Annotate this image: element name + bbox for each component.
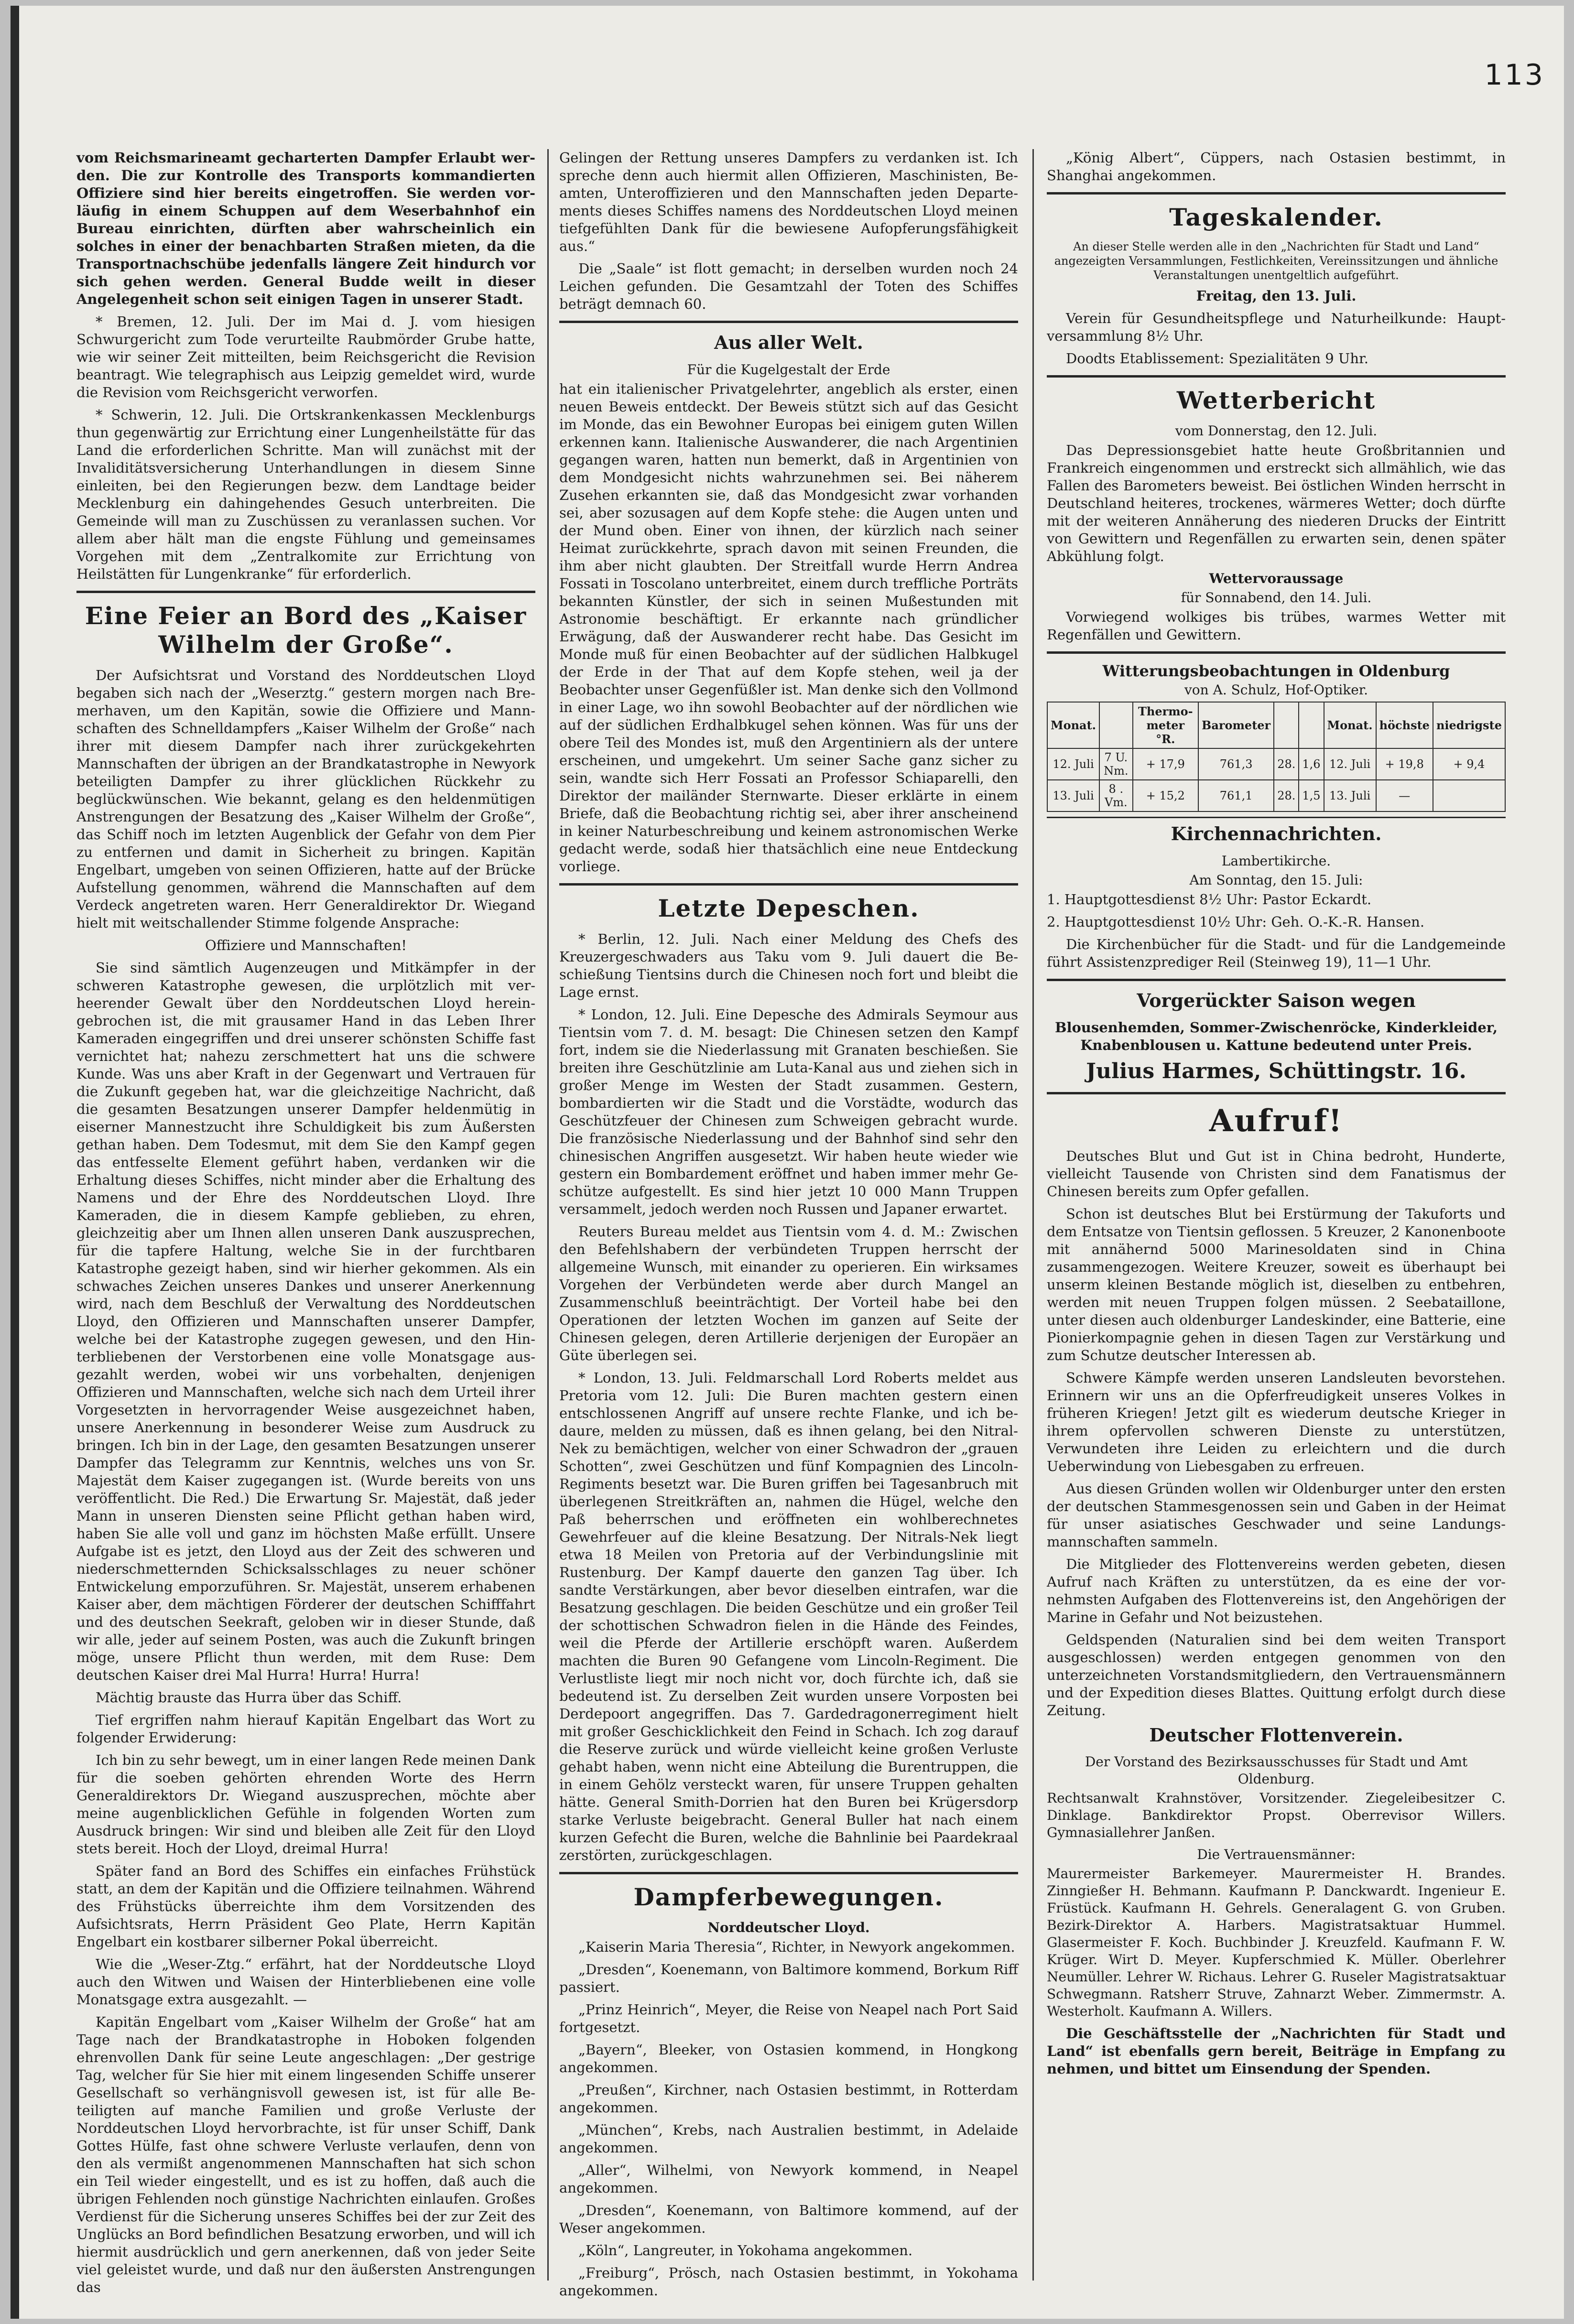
table-header: höchste: [1376, 702, 1433, 748]
table-cell: 13. Juli: [1324, 780, 1376, 811]
table-header: Monat.: [1324, 702, 1376, 748]
article-text: Mächtig brauste das Hurra über das Schiff.: [96, 1689, 402, 1706]
article-text: Die „Saale“ ist flott gemacht; in derselben wurden noch 24 Leichen gefunden. Die Gesamtzahl der Toten des Schiffes beträgt demnach 60.: [559, 260, 1018, 312]
article-text: Sie sind sämtlich Augenzeugen und Mitkämpfer in der schweren Katastrophe gewesen, die urplötzlich mit verheerender Gewalt über den Norddeutschen Lloyd hereingebrochen ist, die mit grausamer Hand in das Leben Ihrer Kameraden eingegriffen und drei unserer schönsten Schiffe fast vernichtet hat; nahezu zerschmettert hat uns die schwere Kunde. Was uns aber Kraft in der Gegenwart und Vertrauen für die Zukunft gegeben hat, war die gleichzeitige Nachricht, daß die gesamten Besatzungen unserer Dampfer heldenmütig in eiserner Mannestzucht ihre Schuldigkeit bis zum Äußersten gethan haben. Dem Todesmut, mit dem Sie den Kampf gegen das entfesselte Element geführt haben, verdanken wir die Erhaltung dieses Schiffes, nicht minder aber die Erhaltung des Namens und der Ehre des Norddeutschen Lloyd. Ihre Kameraden, die in diesem Kampfe geblieben, zu ehren, gleichzeitig aber um Ihnen allen unseren Dank auszusprechen, für die tapfere Haltung, welche Sie in der furchtbaren Katastrophe gezeigt haben, sind wir hierher gekommen. Als ein schwaches Zeichen unseres Dankes und unserer Anerkennung wird, nach dem Beschluß der Verwaltung des Norddeutschen Lloyd, den Offizieren und Mannschaften unserer Dampfer, welche bei der Katastrophe zugegen gewesen, und den Hinterbliebenen der Verstorbenen eine volle Monatsgage ausgezahlt werden, wobei wir uns vorbehalten, denjenigen Offizieren und Mannschaften, welche sich nach dem Urteil ihrer Vorgesetzten in hervorragender Weise ausgezeichnet haben, unsere Anerkennung in besonderer Weise zum Ausdruck zu bringen. Ich bin in der Lage, den gesamten Besatzungen unserer Dampfer das Telegramm zur Kenntnis, welches uns von Sr. Majestät dem Kaiser zugegangen ist. (Wurde bereits von uns veröffentlicht. Die Red.) Die Erwartung Sr. Majestät, daß jeder Mann in unseren Diensten seine Pflicht gethan haben wird, haben Sie alle voll und ganz im höchsten Maße erfüllt. Unsere Aufgabe ist es jetzt, den Lloyd aus der Zeit des schweren und niederschmetternden Schicksalsschlages zu neuer schöner Entwickelung emporzuführen. Sr. Majestät, unserem erhabenen Kaiser aber, dem mächtigen Förderer der deutschen Schifffahrt und des deutschen Seekraft, geloben wir in dieser Stunde, daß wir alle, jeder auf seinem Posten, was auch die Zukunft bringen möge, unsere Pflicht thun werden, mit dem Ruse: Dem deutschen Kaiser drei Mal Hurra! Hurra! Hurra!: [76, 960, 535, 1683]
article-text: Offiziere und Mannschaften!: [205, 937, 407, 953]
table-header: [1299, 702, 1324, 748]
calendar-date: Freitag, den 13. Juli.: [1196, 288, 1357, 304]
section-heading-depeschen: Letzte Depeschen.: [658, 894, 920, 922]
ad-title: Vorgerückter Saison wegen: [1137, 989, 1416, 1011]
table-header: [1099, 702, 1133, 748]
ad-text: Blousenhemden, Sommer-Zwischenröcke, Kinderkleider, Knabenblousen u. Kattune bedeutend unter Preis.: [1054, 1019, 1498, 1054]
article-text: Tief ergriffen nahm hierauf Kapitän Engelbart das Wort zu folgender Erwiderung:: [76, 1712, 535, 1746]
trustee-members: [1047, 1865, 1506, 2020]
appeal-text: Schon ist deutsches Blut bei Erstürmung der Takuforts und dem Entsatze von Tientsin geflossen. 5 Kreuzer, 2 Kanonenboote mit annähernd 5000 Marinesoldaten sind in China zusammengezogen. Weitere Kreuzer, soweit es überhaupt bei unserm kleinen Bestande möglich ist, dieselben zu entbehren, werden mit neuen Truppen folgen müssen. 2 Seebataillone, unter diesen auch oldenburger Landeskinder, eine Batterie, eine Pionierkompagnie gehen in diesen Tagen zur Verstärkung und zum Schutze deutscher Interessen ab.: [1047, 1205, 1506, 1363]
trustees-title: Die Vertrauensmänner:: [1197, 1847, 1356, 1863]
closing-note: Die Geschäftsstelle der „Nachrichten für Stadt und Land“ ist ebenfalls gern bereit, Beiträge in Empfang zu nehmen, und bittet um Einsendung der Spenden.: [1047, 2025, 1506, 2077]
appeal-text: Schwere Kämpfe werden unseren Landsleuten bevorstehen. Erinnern wir uns an die Opferfreudigkeit unseres Volkes in früheren Kriegen! Jetzt gilt es wiederum deutsche Krieger in ihrem opfervollen schweren Dienste zu unterstützen, Verwundeten ihre Leiden zu erleichtern und die durch Ueberwindung von Liebesgaben zu erfreuen.: [1047, 1369, 1506, 1474]
article-text: Wie die „Weser-Ztg.“ erfährt, hat der Norddeutsche Lloyd auch den Witwen und Waisen der Hinterbliebenen eine volle Monatsgage extra ausgezahlt. —: [76, 1956, 535, 2008]
column-rule: [547, 149, 549, 2281]
ship-entry: „Aller“, Wilhelmi, von Newyork kommend, in Neapel angekommen.: [559, 2162, 1018, 2196]
table-cell: 13. Juli: [1047, 780, 1099, 811]
table-cell: 7 U. Nm.: [1099, 748, 1133, 780]
table-cell: —: [1376, 780, 1433, 811]
forecast-text: Vorwiegend wolkiges bis trübes, warmes Wetter mit Regenfällen und Gewittern.: [1047, 609, 1506, 643]
newspaper-page: [11, 6, 1564, 2319]
calendar-item: Doodts Etablissement: Spezialitäten 9 Uhr.: [1066, 350, 1368, 367]
ship-entry: „Kaiserin Maria Theresia“, Richter, in Newyork angekommen.: [578, 1938, 1015, 1955]
section-rule: [1047, 651, 1506, 654]
section-rule: [1047, 1092, 1506, 1094]
article-text: Reuters Bureau meldet aus Tientsin vom 4. d. M.: Zwischen den Befehlshabern der verbündeten Truppen herrscht der allgemeine Wunsch, mit einander zu operieren. Ein wirksames Vorgehen der Verbündeten werde aber durch Mangel an Zusammenschluß beeinträchtigt. Der Vorteil habe bei den Operationen der letzten Wochen im ganzen auf Seite der Chinesen gelegen, deren Artillerie derjenigen der Europäer an Güte überlegen sei.: [559, 1223, 1018, 1363]
section-subheading: Norddeutscher Lloyd.: [707, 1919, 870, 1935]
forecast-heading: Wettervoraussage: [1209, 571, 1344, 586]
forecast-subheading: für Sonnabend, den 14. Juli.: [1181, 590, 1372, 605]
table-row: [1047, 748, 1505, 780]
appeal-text: Geldspenden (Naturalien sind bei dem weiten Transport ausgeschlossen) werden entgegen genommen von den unterzeichneten Vorstandsmitgliedern, den Vertrauensmännern und der Expedition dieses Blattes. Quittung erfolgt durch diese Zeitung.: [1047, 1631, 1506, 1719]
section-heading-aufruf: Aufruf!: [1209, 1103, 1344, 1139]
article-text: Später fand an Bord des Schiffes ein einfaches Frühstück statt, an dem der Kapitän und die Offiziere teilnahmen. Während des Frühstücks überreichte ihm dem Vorsitzenden des Aufsichtsrats, Herrn Präsident Geo Plate, Herrn Kapitän Engelbart ein kostbarer silberner Pokal überreicht.: [76, 1863, 535, 1950]
weather-table: [1047, 702, 1506, 812]
church-item: 1. Hauptgottesdienst 8½ Uhr: Pastor Eckardt.: [1047, 891, 1372, 908]
table-cell: 12. Juli: [1324, 748, 1376, 780]
table-cell: 8 . Vm.: [1099, 780, 1133, 811]
section-subheading: vom Donnerstag, den 12. Juli.: [1175, 423, 1378, 439]
table-header: Monat.: [1047, 702, 1099, 748]
section-heading-dampfer: Dampferbewegungen.: [633, 1882, 944, 1911]
article-text: * London, 13. Juli. Feldmarschall Lord Roberts meldet aus Pretoria vom 12. Juli: Die Buren machten gestern einen entschlossenen Angriff auf unsere rechte Flanke, und ich bedaure, melden zu müssen, daß es ihnen gelang, bei den Nitral-Nek zu bemächtigen, welcher von einer Schwadron der „grauen Schotten“, zwei Geschützen und fünf Kompagnien des Lincoln-Regiments besetzt war. Die Buren griffen bei Tagesanbruch mit überlegenen Streitkräften an, nahmen die Hügel, welche den Paß beherrschen und eröffneten ein wohlberechnetes Gewehrfeuer auf die kleine Besatzung. Der Nitrals-Nek liegt etwa 18 Meilen von Pretoria auf der Verbindungslinie mit Rustenburg. Der Kampf dauerte den ganzen Tag über. Ich sandte Verstärkungen, aber bevor dieselben eintrafen, war die Besatzung geschlagen. Die beiden Geschütze und ein großer Teil der schottischen Schwadron fielen in die Hände des Feindes, weil die Pferde der Artillerie erschöpft waren. Außerdem machten die Buren 90 Gefangene vom Lincoln-Regiment. Die Verlustliste liegt mir noch nicht vor, doch fürchte ich, daß sie bedeutend ist. Zu derselben Zeit wurden unsere Vorposten bei Derdepoort angegriffen. Das 7. Gardedragonerregiment hielt mit großer Geschicklichkeit den Feind in Schach. Ich zog darauf die Reserve zurück und würde vielleicht keine großen Verluste gehabt haben, wenn nicht eine Abteilung die Burentruppen, die in einem Gehölz versteckt waren, für unsere Truppen gehalten hätte. General Smith-Dorrien hat den Buren bei Krügersdorp starke Verluste beigebracht. General Buller hat nach einem kurzen Gefecht die Buren, welche die Bahnlinie bei Paardekraal zerstörten, zurückgeschlagen.: [559, 1369, 1018, 1863]
table-header: Thermometer °R.: [1133, 702, 1198, 748]
board-members: [1047, 1790, 1506, 1841]
appeal-text: Deutsches Blut und Gut ist in China bedroht, Hunderte, vielleicht Tausende von Christen sind dem Fanatismus der Chinesen bereits zum Opfer gefallen.: [1047, 1147, 1506, 1200]
church-item: Die Kirchenbücher für die Stadt- und für die Landgemeinde führt Assistenzprediger Reil (Steinweg 19), 11—1 Uhr.: [1047, 936, 1506, 970]
section-rule: [1047, 817, 1506, 818]
observations-subheading: von A. Schulz, Hof-Optiker.: [1184, 682, 1368, 698]
flottenverein-board-title: Der Vorstand des Bezirksausschusses für Stadt und Amt Oldenburg.: [1085, 1754, 1468, 1787]
weather-report: Das Depressionsgebiet hatte heute Großbritannien und Frankreich eingenommen und erstreckt sich allmählich, wie das Fallen des Barometers beweist. Bei östlichen Winden herrscht in Deutschland heiteres, trockenes, wärmeres Wetter; doch dürfte mit der weiteren Annäherung des niederen Drucks der Eintritt von Gewittern und Regenfällen zu erwarten sein, denen später Abkühlung folgt.: [1047, 442, 1506, 564]
article-text: vom Reichsmarineamt gecharterten Dampfer Erlaubt werden. Die zur Kontrolle des Transports kommandierten Offiziere sind hier bereits eingetroffen. Sie werden vorläufig in einem Schuppen auf dem Weserbahnhof ein Bureau einrichten, dürften aber wahrscheinlich ein solches in einer der benachbarten Straßen mieten, da die Transportnachschübe jedenfalls längere Zeit hindurch vor sich gehen werden. General Budde weilt in dieser Angelegenheit schon seit einigen Tagen in unserer Stadt.: [76, 150, 535, 307]
ship-entry: „Köln“, Langreuter, in Yokohama angekommen.: [578, 2242, 913, 2259]
table-cell: [1433, 780, 1505, 811]
calendar-note: An dieser Stelle werden alle in den „Nachrichten für Stadt und Land“ angezeigten Versammlungen, Festlichkeiten, Vereinssitzungen und ähnliche Veranstaltungen unentgeltlich aufgeführt.: [1054, 240, 1498, 282]
article-text: * London, 12. Juli. Eine Depesche des Admirals Seymour aus Tientsin vom 7. d. M. besagt: Die Chinesen setzen den Kampf fort, indem sie die Niederlassung mit Granaten beschießen. Sie breiten ihre Geschützlinie am Luta-Kanal aus und ziehen sich in großer Menge im Westen der Stadt zusammen. Gestern, bombardierten wir die Stadt und die Vorstädte, wodurch das Geschützfeuer der Chinesen zum Schweigen gebracht wurde. Die französische Niederlassung und der Bahnhof sind sehr den chinesischen Angriffen ausgesetzt. Wir haben heute wieder wie gestern ein Bombardement eröffnet und haben immer mehr Geschütze aufgestellt. Es sind hier jetzt 10 000 Mann Truppen versammelt, jedoch werden noch Russen und Japaner erwartet.: [559, 1006, 1018, 1217]
section-heading-feier: Eine Feier an Bord des „Kaiser Wilhelm der Große“.: [85, 602, 527, 659]
table-cell: + 19,8: [1376, 748, 1433, 780]
section-subheading: Für die Kugelgestalt der Erde: [687, 361, 890, 378]
calendar-item: Verein für Gesundheitspflege und Naturheilkunde: Hauptversammlung 8½ Uhr.: [1047, 310, 1506, 344]
section-rule: [559, 1872, 1018, 1874]
article-text: hat ein italienischer Privatgelehrter, angeblich als erster, einen neuen Beweis entdeckt. Der Beweis stützt sich auf das Gesicht im Monde, das ein Bewohner Europas bei einigem guten Willen erkennen kann. Italienische Auswanderer, die nach Argentinien gegangen waren, hatten nun bemerkt, daß in Argentinien von dem Mondgesicht nichts wahrzunehmen sei. Bei näherem Zusehen erkannten sie, daß das Mondgesicht zwar vorhanden sei, aber sozusagen auf dem Kopfe stehe: die Augen unten und der Mund oben. Einer von ihnen, der kürzlich nach seiner Heimat zurückkehrte, sprach davon mit seinen Freunden, die ihm aber nicht glaubten. Der Streitfall wurde Herrn Andrea Fossati in Toscolano unterbreitet, einem durch treffliche Porträts bekannten Künstler, der sich in seinen Mußestunden mit Astronomie beschäftigt. Er erkannte nach gründlicher Erwägung, daß der Auswanderer recht habe. Das Gesicht im Monde muß für einen Beobachter auf der südlichen Halbkugel der Erde in der That auf dem Kopfe stehen, weil ja der Beobachter unser Gegenfüßler ist. Man denke sich den Vollmond in einer Lage, wo ihn sowohl Beobachter auf der nördlichen wie auf der südlichen Erdhalbkugel sehen können. Was für uns der obere Teil des Mondes ist, muß den Argentiniern als der untere erscheinen, und umgekehrt. Um seiner Sache ganz sicher zu sein, wandte sich Herr Fossati an Professor Schiaparelli, den Direktor der mailänder Sternwarte. Dieser erklärte in einem Briefe, daß die Beobachtung richtig sei, aber ihrer anscheinend in keiner Naturbeschreibung und keinem astronomischen Werke gedacht werde, sodaß hier thatsächlich eine neue Entdeckung vorliege.: [559, 380, 1019, 875]
table-header: niedrigste: [1433, 702, 1505, 748]
table-header: Barometer: [1198, 702, 1274, 748]
section-rule: [1047, 192, 1506, 195]
section-heading-kirchennachrichten: Kirchennachrichten.: [1171, 823, 1382, 844]
flottenverein-heading: Deutscher Flottenverein.: [1149, 1724, 1403, 1746]
ship-entry: „Preußen“, Kirchner, nach Ostasien bestimmt, in Rotterdam angekommen.: [559, 2081, 1018, 2116]
article-text: Gelingen der Rettung unseres Dampfers zu verdanken ist. Ich spreche denn auch hiermit allen Offizieren, Maschinisten, Beamten, Unteroffizieren und den Mannschaften jeden Departements dieses Schiffes namens des Norddeutschen Lloyd meinen tiefgefühlten Dank für die bewiesene Aufopferungsfähigkeit aus.“: [559, 150, 1018, 254]
board-list: Rechtsanwalt Krahnstöver, Vorsitzender. Ziegeleibesitzer C. Dinklage. Bankdirektor Propst. Oberrevisor Willers. Gymnasiallehrer Janßen.: [1047, 1790, 1506, 1841]
column-2: [559, 149, 1019, 2299]
table-cell: 761,3: [1198, 748, 1274, 780]
article-text: * Schwerin, 12. Juli. Die Ortskrankenkassen Mecklenburgs thun gegenwärtig zur Errichtung einer Lungenheilstätte für das Land die erforderlichen Schritte. Man will zunächst mit der Invaliditätsversicherung Unterhandlungen in diesem Sinne einleiten, bei den Regierungen bezw. dem Landtage beider Mecklenburg ein dahingehendes Gesuch unterbreiten. Die Gemeinde will man zu Zuschüssen zu veranlassen suchen. Vor allem aber hält man die engste Fühlung und gemeinsames Vorgehen mit dem „Zentralkomite zur Errichtung von Heilstätten für Lungenkranke“ für erforderlich.: [76, 407, 535, 582]
ship-entry: „König Albert“, Cüppers, nach Ostasien bestimmt, in Shanghai angekommen.: [1047, 150, 1506, 184]
table-cell: 28.: [1274, 748, 1299, 780]
column-3: [1047, 149, 1506, 2290]
ship-entry: „Dresden“, Koenemann, von Baltimore kommend, auf der Weser angekommen.: [559, 2202, 1018, 2236]
table-cell: 12. Juli: [1047, 748, 1099, 780]
table-cell: 1,6: [1299, 748, 1324, 780]
article-text: Ich bin zu sehr bewegt, um in einer langen Rede meinen Dank für die soeben gehörten ehrenden Worte des Herrn Generaldirektors Dr. Wiegand auszusprechen, möchte aber meine augenblicklichen Gefühle in folgenden Worten zum Ausdruck bringen: Wir sind und bleiben alle Zeit für den Lloyd stets bereit. Hoch der Lloyd, dreimal Hurra!: [76, 1752, 535, 1857]
ad-merchant: Julius Harmes, Schüttingstr. 16.: [1086, 1059, 1466, 1084]
section-rule: [1047, 979, 1506, 981]
column-rule: [1032, 149, 1034, 2281]
section-heading-wetterbericht: Wetterbericht: [1176, 386, 1376, 414]
section-rule: [76, 591, 535, 593]
page-number: 113: [1484, 58, 1545, 92]
table-cell: 761,1: [1198, 780, 1274, 811]
appeal-text: Die Mitglieder des Flottenvereins werden gebeten, diesen Aufruf nach Kräften zu unterstützen, da es eine der vornehmsten Aufgaben des Flottenvereins ist, den Angehörigen der Marine in Gefahr und Not beizustehen.: [1047, 1556, 1506, 1625]
article-text: Der Aufsichtsrat und Vorstand des Norddeutschen Lloyd begaben sich nach der „Weserztg.“ gestern morgen nach Bremerhaven, um den Kapitän, sowie die Offiziere und Mannschaften des Schnelldampfers „Kaiser Wilhelm der Große“ nach ihrer mit diesem Dampfer nach ihrer zurückgekehrten Mannschaften der übrigen an der Brandkatastrophe in Newyork beteiligten Dampfer zu ihrer glücklichen Rückkehr zu beglückwünschen. Wie bekannt, gelang es den heldenmütigen Anstrengungen der Besatzung des „Kaiser Wilhelm der Große“, das Schiff noch im letzten Augenblick der Gefahr von dem Pier zu entfernen und damit in Sicherheit zu bringen. Kapitän Engelbart, umgeben von seinen Offizieren, hatte auf der Brücke Aufstellung genommen, während die Mannschaften auf dem Verdeck angetreten waren. Herr Generaldirektor Dr. Wiegand hielt mit weitschallender Stimme folgende Ansprache:: [76, 667, 535, 931]
table-header-row: [1047, 702, 1505, 748]
observations-heading: Witterungsbeobachtungen in Oldenburg: [1102, 662, 1450, 680]
section-heading-tageskalender: Tageskalender.: [1169, 203, 1383, 231]
table-cell: 28.: [1274, 780, 1299, 811]
church-item: 2. Hauptgottesdienst 10½ Uhr: Geh. O.-K.-R. Hansen.: [1047, 913, 1425, 930]
table-cell: + 17,9: [1133, 748, 1198, 780]
article-text: Kapitän Engelbart vom „Kaiser Wilhelm der Große“ hat am Tage nach der Brandkatastrophe in Hoboken folgenden ehrenvollen Dank für seine Leute angeschlagen: „Der gestrige Tag, welcher für Sie hier mit einem lingesenden Schiffe unserer Gesellschaft so verhängnisvoll gewesen ist, ist für alle Beteiligten auf manche Familien und große Verluste der Norddeutschen Lloyd hervorbrachte, ist für unser Schiff, Dank Gottes Hülfe, fast ohne schwere Verluste verlaufen, denn von den als vermißt angenommenen Mannschaften hat sich schon ein Teil wieder eingestellt, und es ist zu hoffen, daß auch die übrigen Fehlenden noch günstige Nachrichten einlaufen. Großes Verdienst für die Sicherung unseres Schiffes bei der zur Zeit des Unglücks an Bord befindlichen Besatzung erworben, und will ich hiermit ausdrücklich und gern anerkennen, daß von jeder Seite viel geleistet wurde, und daß nur den äußersten Anstrengungen das: [76, 2014, 535, 2295]
section-rule: [1047, 375, 1506, 378]
section-subheading: Lambertikirche.: [1221, 853, 1331, 869]
ship-entry: „München“, Krebs, nach Australien bestimmt, in Adelaide angekommen.: [559, 2121, 1018, 2156]
table-cell: + 9,4: [1433, 748, 1505, 780]
ship-entry: „Dresden“, Koenemann, von Baltimore kommend, Borkum Riff passiert.: [559, 1961, 1018, 1995]
ship-entry: „Prinz Heinrich“, Meyer, die Reise von Neapel nach Port Said fortgesetzt.: [559, 2001, 1018, 2035]
trustee-list: Maurermeister Barkemeyer. Maurermeister H. Brandes. Zinngießer H. Behmann. Kaufmann P. Danckwardt. Ingenieur E. Früstück. Kaufmann H. Gehrels. Generalagent G. von Gruben. Bezirk-Direktor A. Harbers. Magistratsaktuar Hummel. Glasermeister F. Koch. Buchbinder J. Kreuzfeld. Kaufmann F. W. Krüger. Wirt D. Meyer. Kupferschmied K. Müller. Oberlehrer Neumüller. Lehrer W. Richaus. Lehrer G. Ruseler Magistratsaktuar Schwegmann. Ratsherr Struve, Zahnarzt Weber. Zimmermstr. A. Westerholt. Kaufmann A. Willers.: [1047, 1866, 1506, 2020]
table-header: [1274, 702, 1299, 748]
table-cell: 1,5: [1299, 780, 1324, 811]
table-row: [1047, 780, 1505, 811]
section-heading-welt: Aus aller Welt.: [714, 332, 863, 353]
ship-entry: „Bayern“, Bleeker, von Ostasien kommend, in Hongkong angekommen.: [559, 2041, 1018, 2075]
ship-entry: „Freiburg“, Prösch, nach Ostasien bestimmt, in Yokohama angekommen.: [559, 2264, 1018, 2299]
appeal-text: Aus diesen Gründen wollen wir Oldenburger unter den ersten der deutschen Stammesgenossen sein und Gaben in der Heimat für unser asiatisches Geschwader und seine Landungsmannschaften sammeln.: [1047, 1480, 1506, 1550]
article-text: * Bremen, 12. Juli. Der im Mai d. J. vom hiesigen Schwurgericht zum Tode verurteilte Raubmörder Grube hatte, wie wir seiner Zeit mitteilten, beim Reichsgericht die Revision beantragt. Wie telegraphisch aus Leipzig gemeldet wird, wurde die Revision vom Reichsgericht verworfen.: [76, 313, 535, 400]
church-date: Am Sonntag, den 15. Juli:: [1189, 872, 1363, 888]
section-rule: [559, 883, 1018, 886]
column-1: [76, 149, 535, 2295]
section-rule: [559, 321, 1018, 323]
article-text: * Berlin, 12. Juli. Nach einer Meldung des Chefs des Kreuzergeschwaders aus Taku vom 9. Juli dauert die Beschießung Tientsins durch die Chinesen noch fort und bleibt die Lage ernst.: [559, 930, 1018, 1000]
table-cell: + 15,2: [1133, 780, 1198, 811]
